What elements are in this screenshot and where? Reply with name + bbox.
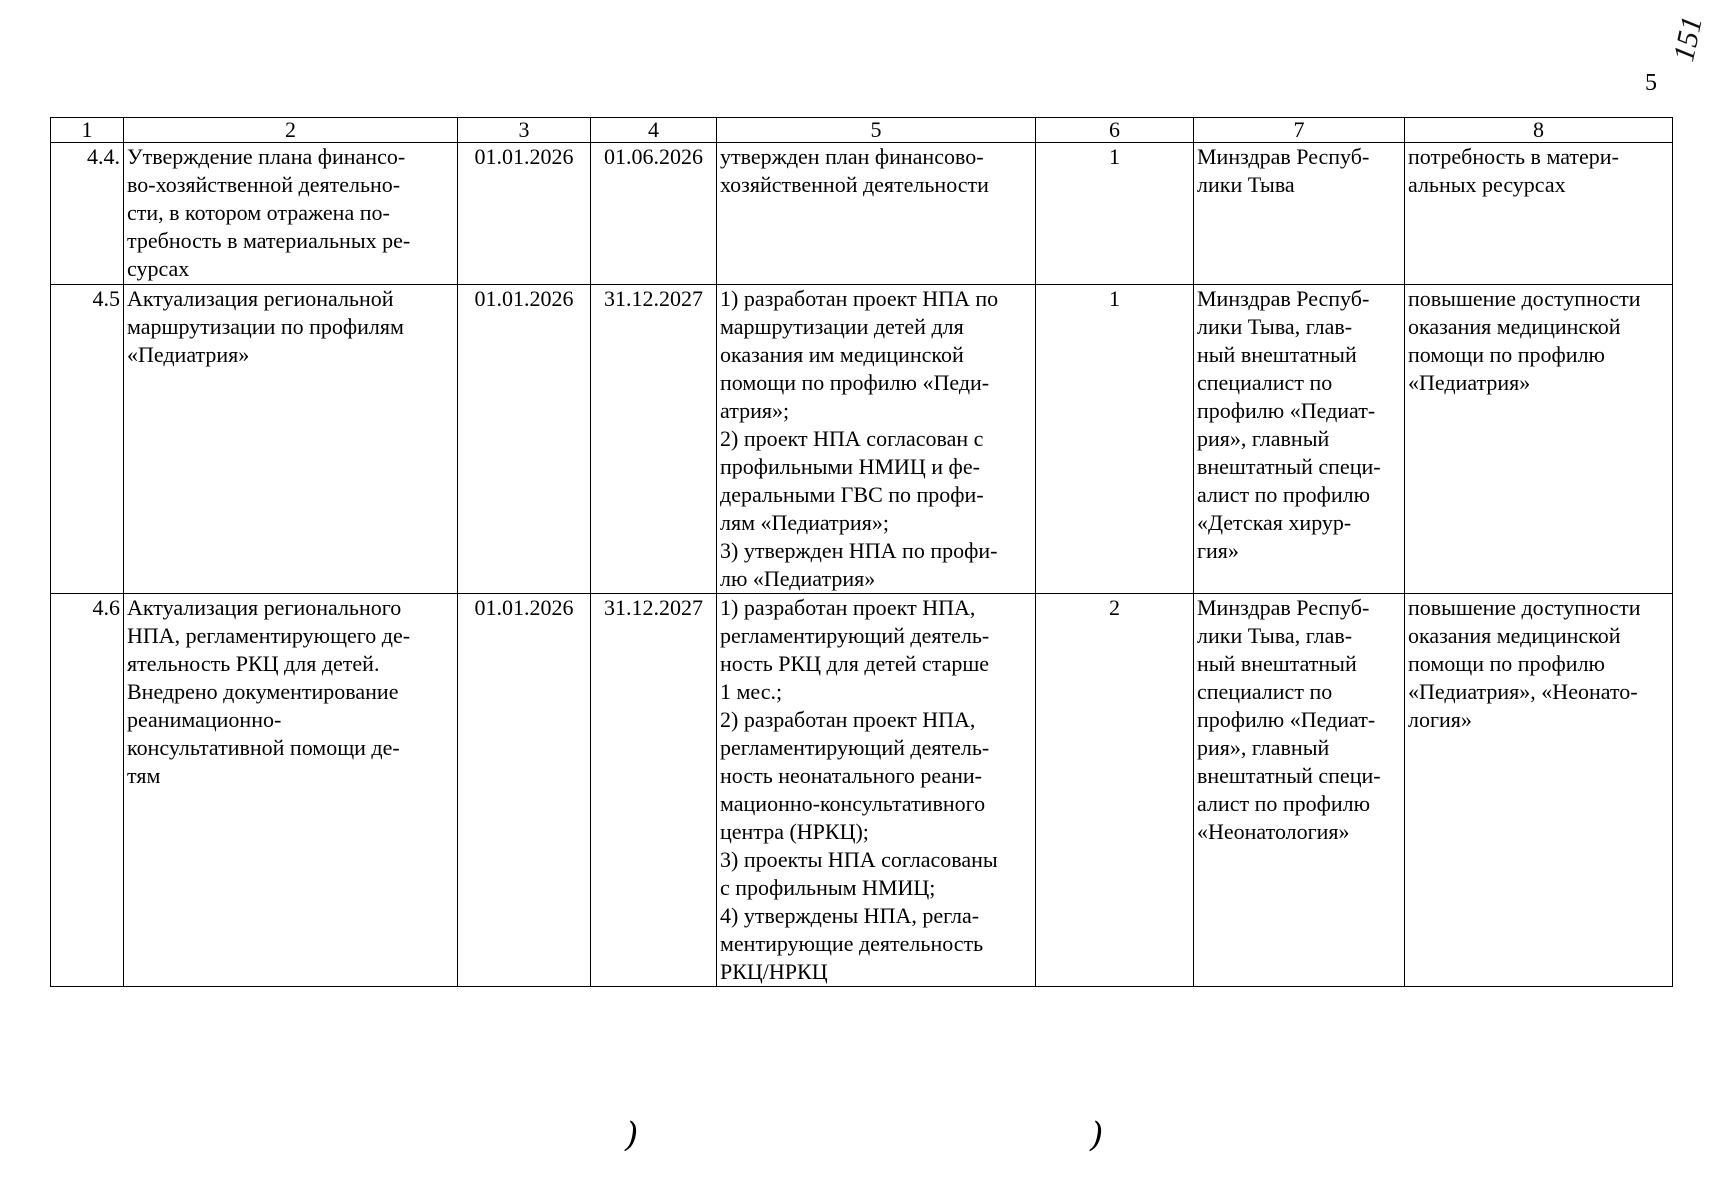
- header-cell: 7: [1194, 118, 1405, 143]
- header-cell: 1: [51, 118, 124, 143]
- header-cell: 2: [124, 118, 458, 143]
- table-row: [51, 285, 1673, 594]
- count-cell: 2: [1036, 594, 1194, 987]
- end-date-cell: 31.12.2027: [591, 594, 717, 987]
- effect-cell: повышение доступности оказания медицинской помощи по профилю «Педиатрия»: [1405, 285, 1673, 594]
- end-date-cell: 01.06.2026: [591, 143, 717, 285]
- row-number: 4.5: [51, 285, 124, 594]
- responsible-cell: Минздрав Респуб- лики Тыва, глав- ный внештатный специалист по профилю «Педиат- рия», главный внештатный специ- алист по профилю «Неонатология»: [1194, 594, 1405, 987]
- header-cell: 8: [1405, 118, 1673, 143]
- activity-cell: Актуализация регионального НПА, регламентирующего де- ятельность РКЦ для детей. Внедрено документирование реанимационно- консультативной помощи де- тям: [124, 594, 458, 987]
- result-cell: утвержден план финансово- хозяйственной деятельности: [717, 143, 1036, 285]
- start-date-cell: 01.01.2026: [458, 594, 591, 987]
- start-date-cell: 01.01.2026: [458, 285, 591, 594]
- activity-cell: Актуализация региональной маршрутизации по профилям «Педиатрия»: [124, 285, 458, 594]
- result-cell: 1) разработан проект НПА, регламентирующий деятель- ность РКЦ для детей старше 1 мес.; 2) разработан проект НПА, регламентирующий деятель- ность неонатального реани- мационно-консультативного центра (НРКЦ); 3) проекты НПА согласованы с профильным НМИЦ; 4) утверждены НПА, регла- ментирующие деятельность РКЦ/НРКЦ: [717, 594, 1036, 987]
- table-header-row: [51, 118, 1673, 143]
- header-cell: 6: [1036, 118, 1194, 143]
- start-date-cell: 01.01.2026: [458, 143, 591, 285]
- header-cell: 5: [717, 118, 1036, 143]
- responsible-cell: Минздрав Респуб- лики Тыва, глав- ный внештатный специалист по профилю «Педиат- рия», главный внештатный специ- алист по профилю «Детская хирур- гия»: [1194, 285, 1405, 594]
- scan-mark: ): [625, 1115, 639, 1155]
- scan-mark: ): [1090, 1115, 1104, 1155]
- activity-cell: Утверждение плана финансо- во-хозяйственной деятельно- сти, в котором отражена по- требность в материальных ре- сурсах: [124, 143, 458, 285]
- end-date-cell: 31.12.2027: [591, 285, 717, 594]
- row-number: 4.4.: [51, 143, 124, 285]
- responsible-cell: Минздрав Респуб- лики Тыва: [1194, 143, 1405, 285]
- page-number: 5: [1645, 70, 1657, 96]
- table-row: [51, 594, 1673, 987]
- count-cell: 1: [1036, 143, 1194, 285]
- activity-table: [50, 117, 1673, 987]
- effect-cell: потребность в матери- альных ресурсах: [1405, 143, 1673, 285]
- effect-cell: повышение доступности оказания медицинской помощи по профилю «Педиатрия», «Неонато- логия»: [1405, 594, 1673, 987]
- header-cell: 3: [458, 118, 591, 143]
- row-number: 4.6: [51, 594, 124, 987]
- table-row: [51, 143, 1673, 285]
- header-cell: 4: [591, 118, 717, 143]
- result-cell: 1) разработан проект НПА по маршрутизации детей для оказания им медицинской помощи по профилю «Педи- атрия»; 2) проект НПА согласован с профильными НМИЦ и фе- деральными ГВС по профи- лям «Педиатрия»; 3) утвержден НПА по профи- лю «Педиатрия»: [717, 285, 1036, 594]
- count-cell: 1: [1036, 285, 1194, 594]
- handwritten-page-mark: 151: [1667, 13, 1709, 65]
